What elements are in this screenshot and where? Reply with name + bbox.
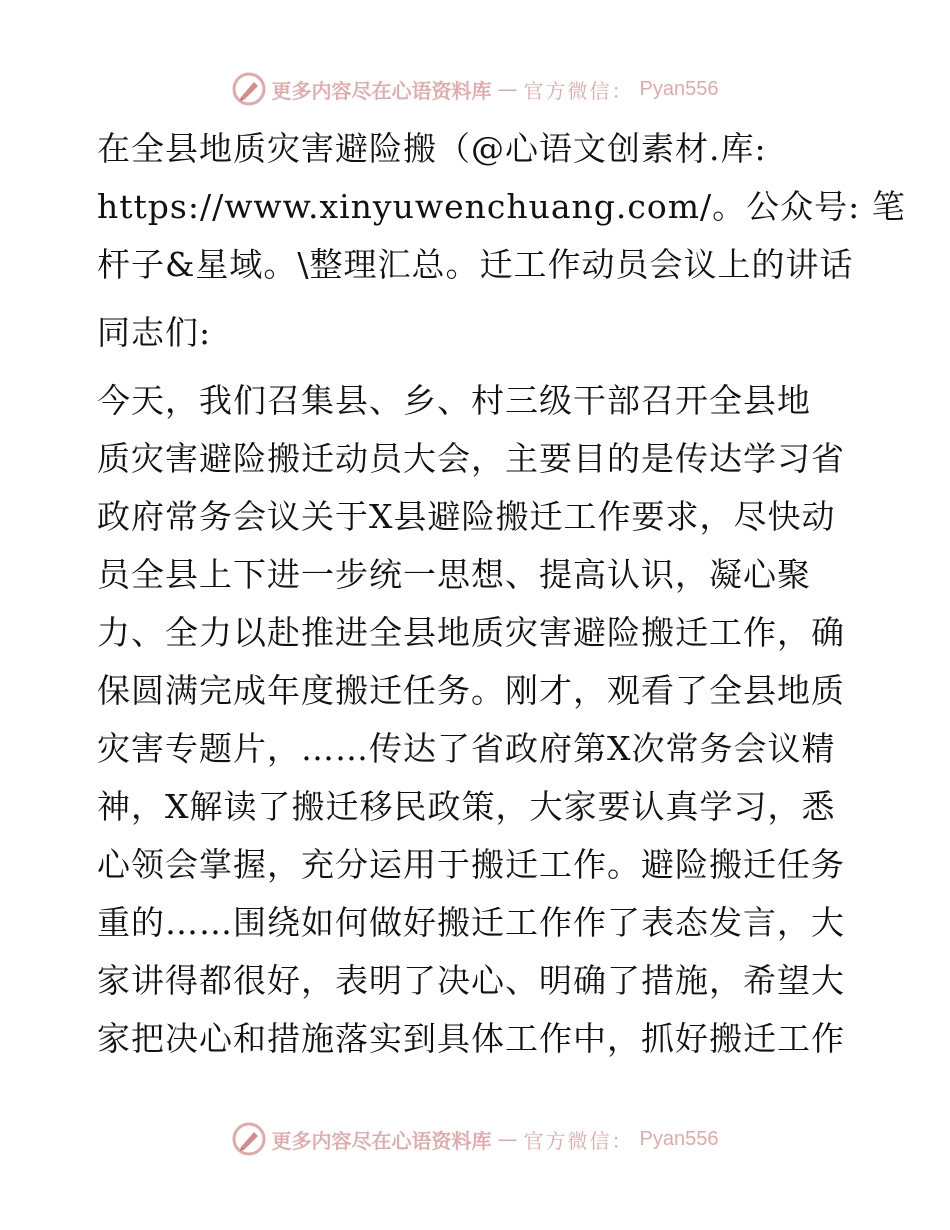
watermark-dash: — (497, 77, 518, 101)
body-line: 政府常务会议关于X县避险搬迁工作要求，尽快动 (97, 497, 836, 536)
watermark-main-text: 更多内容尽在心语资料库 (271, 78, 492, 103)
body-line: 家把决心和措施落实到具体工作中，抓好搬迁工作 (97, 1019, 845, 1058)
body-line: 员全县上下进一步统一思想、提高认识，凝心聚 (97, 555, 811, 594)
document-body (97, 120, 906, 1068)
footer-watermark (0, 1122, 950, 1156)
watermark-sub-text: 官方微信： (523, 78, 634, 103)
title-line: 在全县地质灾害避险搬（@心语文创素材.库: (97, 129, 767, 168)
body-line: 今天，我们召集县、乡、村三级干部召开全县地 (97, 381, 811, 420)
body-line: 质灾害避险搬迁动员大会，主要目的是传达学习省 (97, 439, 845, 478)
body-line: 神，X解读了搬迁移民政策，大家要认真学习，悉 (97, 787, 836, 826)
watermark-wechat-id: Pyan556 (639, 77, 719, 100)
body-line: 灾害专题片，……传达了省政府第X次常务会议精 (97, 729, 836, 768)
salutation: 同志们: (97, 313, 212, 352)
watermark-wechat-id: Pyan556 (639, 1127, 719, 1150)
header-watermark (0, 72, 950, 106)
body-line: 力、全力以赴推进全县地质灾害避险搬迁工作，确 (97, 613, 845, 652)
title-line: https://www.xinyuwenchuang.com/。公众号: 笔 (97, 187, 906, 226)
body-line: 重的……围绕如何做好搬迁工作作了表态发言，大 (97, 903, 845, 942)
title-line: 杆子&星域。\整理汇总。迁工作动员会议上的讲话 (97, 245, 854, 284)
watermark-dash: — (497, 1127, 518, 1151)
pen-logo-icon (232, 1122, 266, 1156)
body-line: 保圆满完成年度搬迁任务。刚才，观看了全县地质 (97, 671, 845, 710)
watermark-sub-text: 官方微信： (523, 1128, 634, 1153)
body-line: 心领会掌握，充分运用于搬迁工作。避险搬迁任务 (97, 845, 845, 884)
body-line: 家讲得都很好，表明了决心、明确了措施，希望大 (97, 961, 845, 1000)
watermark-main-text: 更多内容尽在心语资料库 (271, 1128, 492, 1153)
pen-logo-icon (232, 72, 266, 106)
